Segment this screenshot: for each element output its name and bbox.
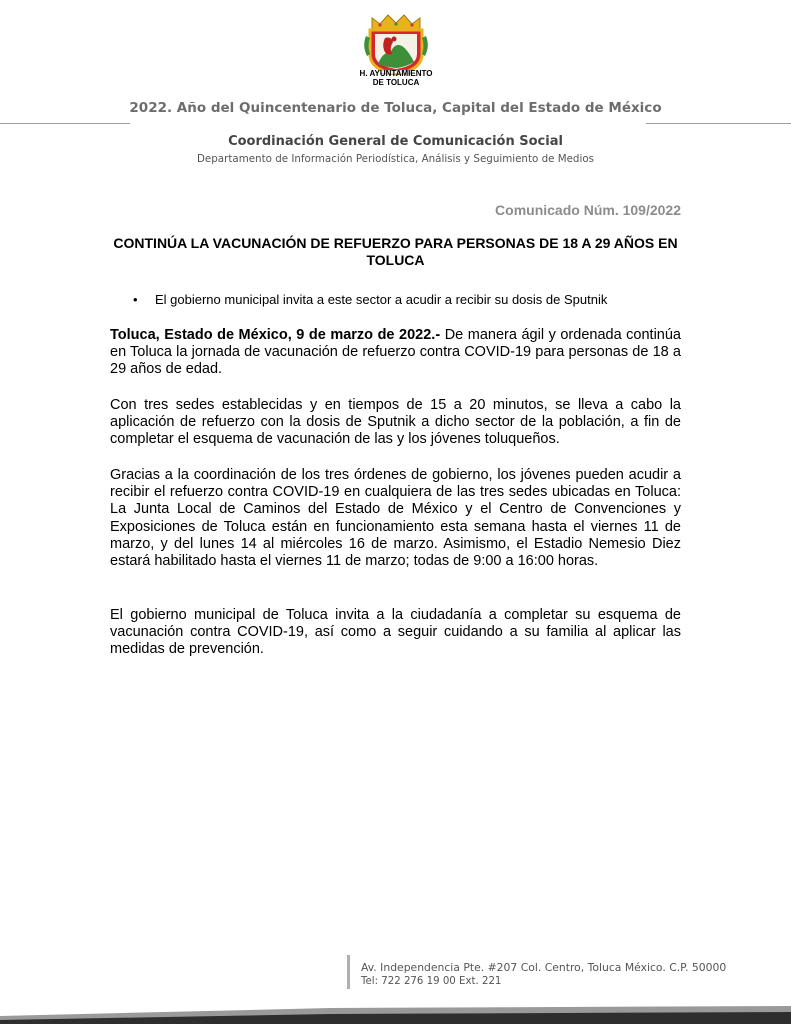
headline: CONTINÚA LA VACUNACIÓN DE REFUERZO PARA PERSONAS DE 18 A 29 AÑOS EN TOLUCA	[113, 235, 678, 268]
header-rule-right	[646, 123, 791, 124]
footer-address: Av. Independencia Pte. #207 Col. Centro, Toluca México. C.P. 50000	[361, 961, 727, 974]
paragraph-2: Con tres sedes establecidas y en tiempos de 15 a 20 minutos, se lleva a cabo la aplicación de refuerzo con la dosis de Sputnik a dicho sector de la población, a fin de completar el esquema de vacunación de las y los jóvenes toluqueños.	[110, 397, 681, 448]
summary-bullet-list	[127, 292, 715, 307]
paragraph-4: El gobierno municipal de Toluca invita a la ciudadanía a completar su esquema de vacunación contra COVID-19, así como a seguir cuidando a su familia al aplicar las medidas de prevención.	[110, 607, 681, 658]
year-motto: 2022. Año del Quincentenario de Toluca, Capital del Estado de México	[129, 100, 662, 116]
dateline: Toluca, Estado de México, 9 de marzo de 2022.-	[110, 327, 441, 343]
footer-divider	[347, 955, 350, 989]
org-name: H. AYUNTAMIENTO DE TOLUCA	[359, 69, 433, 87]
paragraph-1	[110, 327, 681, 379]
release-number: Comunicado Núm. 109/2022	[495, 202, 681, 218]
paragraph-1-text: De manera ágil y ordenada continúa en Toluca la jornada de vacunación de refuerzo contra COVID-19 para personas de 18 a 29 años de edad.	[110, 327, 681, 378]
footer-phone: Tel: 722 276 19 00 Ext. 221	[361, 976, 502, 987]
paragraph-3: Gracias a la coordinación de los tres órdenes de gobierno, los jóvenes pueden acudir a recibir el refuerzo contra COVID-19 en cualquiera de las tres sedes ubicadas en Toluca: La Junta Local de Caminos del Estado de México y el Centro de Convenciones y Exposiciones de Toluca están en funcionamiento esta semana hasta el viernes 11 de marzo, y del lunes 14 al miércoles 16 de marzo. Asimismo, el Estadio Nemesio Diez estará habilitado hasta el viernes 11 de marzo; todas de 9:00 a 16:00 horas.	[110, 467, 681, 570]
summary-bullet: • El gobierno municipal invita a este sector a acudir a recibir su dosis de Sputnik	[155, 292, 715, 307]
header-rule-left	[0, 123, 130, 124]
department-subtitle: Departamento de Información Periodística, Análisis y Seguimiento de Medios	[197, 153, 594, 165]
coordination-title: Coordinación General de Comunicación Social	[228, 134, 563, 149]
footer-stripe	[0, 996, 791, 1024]
